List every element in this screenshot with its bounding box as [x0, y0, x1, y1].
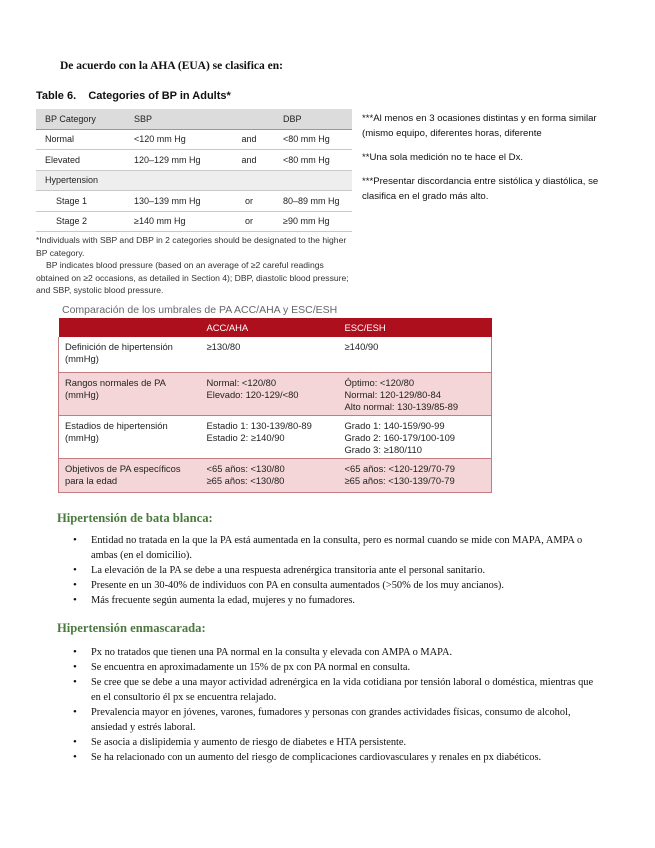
row-label — [59, 415, 201, 458]
value-line: Grado 1: 140-159/90-99 — [344, 419, 445, 431]
header-cell — [59, 318, 201, 337]
value-line: Normal: 120-129/80-84 — [344, 388, 441, 400]
list-item: • Prevalencia mayor en jóvenes, varones, fumadores y personas con grandes actividades físicas, consumo de alcohol, ansiedad y estrés laboral. — [69, 705, 595, 735]
esc-cell — [339, 337, 492, 372]
list-item: • La elevación de la PA se debe a una respuesta adrenérgica transitoria ante el personal sanitario. — [69, 563, 595, 578]
list-item: • Más frecuente según aumenta la edad, mujeres y no fumadores. — [69, 593, 595, 608]
side-note: ***Al menos en 3 ocasiones distintas y en forma similar (mismo equipo, diferentes horas, diferente — [362, 113, 597, 139]
label-line: para la edad — [65, 474, 118, 486]
header-cell: ESC/ESH — [339, 318, 492, 337]
list-item: • Se encuentra en aproximadamente un 15% de px con PA normal en consulta. — [69, 660, 595, 675]
table-section-row — [36, 170, 352, 191]
comparison-header-row — [59, 318, 492, 337]
white-coat-list — [69, 533, 595, 608]
footnote: BP indicates blood pressure (based on an average of ≥2 careful readings obtained on ≥2 occasions, as detailed in Section 4); DBP, diastolic blood pressure; and SBP, systolic blood pressure. — [36, 260, 349, 296]
header-cell: SBP — [125, 109, 224, 129]
intro-text: De acuerdo con la AHA (EUA) se clasifica en: — [60, 60, 283, 72]
side-note: ***Presentar discordancia entre sistólica y diastólica, se clasifica en el grado más alto. — [362, 176, 599, 202]
side-note: **Una sola medición no te hace el Dx. — [362, 152, 524, 163]
table-row — [36, 211, 352, 232]
value-line: Grado 2: 160-179/100-109 — [344, 431, 455, 443]
value-line: Grado 3: ≥180/110 — [344, 443, 422, 455]
acc-cell — [201, 337, 339, 372]
footnote: *Individuals with SBP and DBP in 2 categories should be designated to the higher BP category. — [36, 235, 347, 258]
section-label: Hypertension — [36, 170, 352, 191]
masked-heading: Hipertensión enmascarada: — [57, 621, 206, 635]
label-line: Estadios de hipertensión — [65, 419, 168, 431]
value-line: ≥65 años: <130/80 — [206, 474, 285, 486]
table-cell: <80 mm Hg — [274, 150, 352, 171]
table6-title: Table 6. Categories of BP in Adults* — [36, 90, 231, 102]
header-cell — [224, 109, 274, 129]
table-cell: or — [224, 211, 274, 232]
value-line: Estadio 1: 130-139/80-89 — [206, 419, 312, 431]
table-cell: and — [224, 150, 274, 171]
list-item: • Entidad no tratada en la que la PA está aumentada en la consulta, pero es normal cuando se mide con MAPA, AMPA o ambas (en el domicilio). — [69, 533, 595, 563]
table-row — [59, 337, 492, 372]
white-coat-heading: Hipertensión de bata blanca: — [57, 511, 213, 525]
header-cell: BP Category — [36, 109, 125, 129]
esc-cell — [339, 458, 492, 492]
value-line: ≥140/90 — [344, 341, 379, 352]
table-cell: ≥140 mm Hg — [125, 211, 224, 232]
table-cell: Stage 2 — [36, 211, 125, 232]
table-row — [59, 458, 492, 492]
row-label — [59, 337, 201, 372]
label-line: (mmHg) — [65, 388, 99, 400]
list-item: • Presente en un 30-40% de individuos con PA en consulta aumentados (>50% de los muy ancianos). — [69, 578, 595, 593]
table-row — [59, 415, 492, 458]
table-cell: 80–89 mm Hg — [274, 191, 352, 212]
bp-categories-table — [36, 109, 352, 232]
header-cell: ACC/AHA — [201, 318, 339, 337]
table-cell: ≥90 mm Hg — [274, 211, 352, 232]
value-line: Normal: <120/80 — [206, 376, 277, 388]
table-cell: <120 mm Hg — [125, 129, 224, 150]
value-line: <65 años: <130/80 — [206, 462, 285, 474]
label-line: Rangos normales de PA — [65, 376, 166, 388]
label-line: Objetivos de PA específicos — [65, 462, 181, 474]
table-row — [36, 150, 352, 171]
masked-list — [69, 645, 595, 765]
list-item: • Px no tratados que tienen una PA normal en la consulta y elevada con AMPA o MAPA. — [69, 645, 595, 660]
table-cell: 120–129 mm Hg — [125, 150, 224, 171]
table-cell: 130–139 mm Hg — [125, 191, 224, 212]
label-line: Definición de hipertensión — [65, 341, 173, 352]
value-line: ≥65 años: <130-139/70-79 — [344, 474, 455, 486]
table6-footnotes — [36, 234, 356, 297]
row-label — [59, 458, 201, 492]
esc-cell — [339, 415, 492, 458]
value-line: Óptimo: <120/80 — [344, 376, 415, 388]
row-label — [59, 372, 201, 415]
value-line: ≥130/80 — [206, 341, 241, 352]
value-line: <65 años: <120-129/70-79 — [344, 462, 456, 474]
acc-cell — [201, 415, 339, 458]
comparison-table — [58, 318, 492, 493]
value-line: Elevado: 120-129/<80 — [206, 388, 299, 400]
table-cell: or — [224, 191, 274, 212]
list-item: • Se cree que se debe a una mayor actividad adrenérgica en la vida cotidiana por tensión laboral o doméstica, mientras que en el consultorio él px se encuentra relajado. — [69, 675, 595, 705]
label-line: (mmHg) — [65, 353, 99, 364]
table-row — [36, 129, 352, 150]
acc-cell — [201, 458, 339, 492]
side-notes — [362, 111, 608, 213]
table-row — [36, 191, 352, 212]
table-cell: <80 mm Hg — [274, 129, 352, 150]
header-cell: DBP — [274, 109, 352, 129]
value-line: Estadio 2: ≥140/90 — [206, 431, 285, 443]
value-line: Alto normal: 130-139/85-89 — [344, 400, 459, 412]
label-line: (mmHg) — [65, 431, 99, 443]
comparison-caption: Comparación de los umbrales de PA ACC/AHA y ESC/ESH — [62, 304, 338, 316]
acc-cell — [201, 372, 339, 415]
table-cell: and — [224, 129, 274, 150]
table-cell: Stage 1 — [36, 191, 125, 212]
table-row — [59, 372, 492, 415]
table-header-row — [36, 109, 352, 129]
esc-cell — [339, 372, 492, 415]
table-cell: Elevated — [36, 150, 125, 171]
list-item: • Se asocia a dislipidemia y aumento de riesgo de diabetes e HTA persistente. — [69, 735, 595, 750]
list-item: • Se ha relacionado con un aumento del riesgo de complicaciones cardiovasculares y renales en px diabéticos. — [69, 750, 595, 765]
table-cell: Normal — [36, 129, 125, 150]
